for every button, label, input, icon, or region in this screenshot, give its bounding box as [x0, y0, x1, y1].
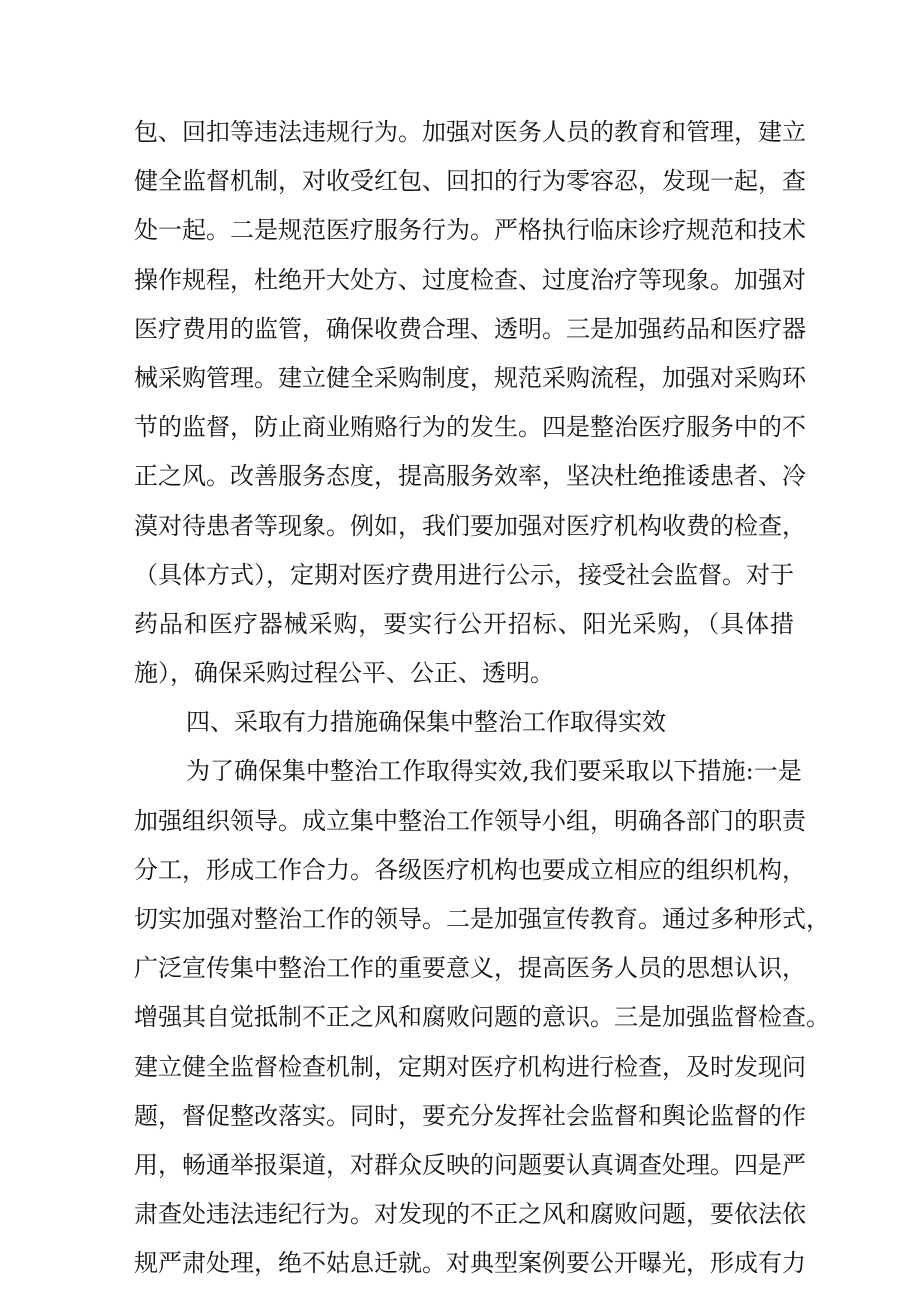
- body-line: 操作规程，杜绝开大处方、过度检查、过度治疗等现象。加强对: [134, 265, 806, 294]
- body-line: 切实加强对整治工作的领导。二是加强宣传教育。通过多种形式，: [134, 905, 830, 933]
- body-line: 漠对待患者等现象。例如，我们要加强对医疗机构收费的检查，: [134, 511, 806, 540]
- body-line: 用，畅通举报渠道，对群众反映的问题要认真调查处理。四是严: [134, 1150, 806, 1179]
- body-line: 规严肃处理，绝不姑息迁就。对典型案例要公开曝光，形成有力: [134, 1249, 806, 1278]
- body-line: 药品和医疗器械采购，要实行公开招标、阳光采购，（具体措: [134, 609, 794, 638]
- body-line: 健全监督机制，对收受红包、回扣的行为零容忍，发现一起，查: [134, 167, 806, 196]
- body-line: 包、回扣等违法违规行为。加强对医务人员的教育和管理，建立: [134, 118, 806, 146]
- section-heading: 四、采取有力措施确保集中整治工作取得实效: [186, 708, 666, 737]
- body-line: 节的监督，防止商业贿赂行为的发生。四是整治医疗服务中的不: [134, 413, 806, 442]
- body-line: 广泛宣传集中整治工作的重要意义，提高医务人员的思想认识，: [134, 954, 806, 983]
- body-line: 械采购管理。建立健全采购制度，规范采购流程，加强对采购环: [134, 363, 806, 392]
- body-line: 题，督促整改落实。同时，要充分发挥社会监督和舆论监督的作: [134, 1101, 806, 1130]
- body-line: 建立健全监督检查机制，定期对医疗机构进行检查，及时发现问: [134, 1052, 806, 1081]
- body-line: 增强其自觉抵制不正之风和腐败问题的意识。三是加强监督检查。: [134, 1003, 830, 1032]
- body-line: 分工，形成工作合力。各级医疗机构也要成立相应的组织机构，: [134, 855, 806, 884]
- body-line: 加强组织领导。成立集中整治工作领导小组，明确各部门的职责: [134, 806, 806, 835]
- body-line: 医疗费用的监管，确保收费合理、透明。三是加强药品和医疗器: [134, 314, 806, 343]
- document-body: [134, 108, 830, 1289]
- paragraph-first-line: 为了确保集中整治工作取得实效,我们要采取以下措施:一是: [186, 757, 802, 786]
- body-line: （具体方式），定期对医疗费用进行公示，接受社会监督。对于: [134, 560, 794, 589]
- body-line: 正之风。改善服务态度，提高服务效率，坚决杜绝推诿患者、冷: [134, 462, 806, 491]
- body-line: 处一起。二是规范医疗服务行为。严格执行临床诊疗规范和技术: [134, 216, 806, 245]
- body-line: 施），确保采购过程公平、公正、透明。: [134, 659, 554, 688]
- body-line: 肃查处违法违纪行为。对发现的不正之风和腐败问题，要依法依: [134, 1200, 806, 1229]
